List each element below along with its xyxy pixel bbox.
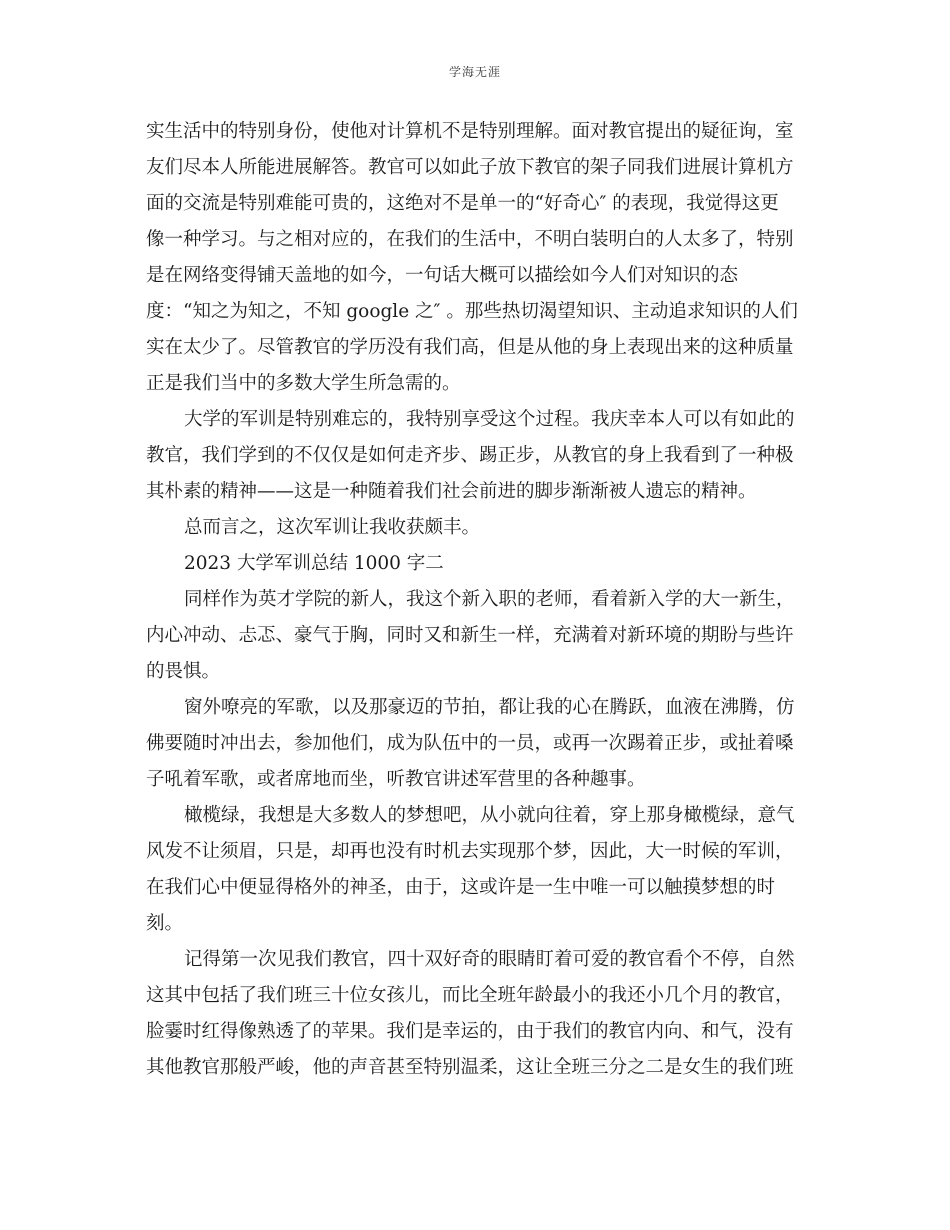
- text-line: 正是我们当中的多数大学生所急需的。: [146, 373, 461, 394]
- paragraph: [146, 510, 806, 546]
- text-line: 教官，我们学到的不仅仅是如何走齐步、踢正步，从教官的身上我看到了一种极: [146, 445, 794, 466]
- text-line: 内心冲动、忐忑、豪气于胸，同时又和新生一样，充满着对新环境的期盼与些许: [146, 625, 794, 646]
- text-line: 2023 大学军训总结 1000 字二: [184, 553, 444, 574]
- paragraph: [146, 582, 806, 690]
- text-line: 友们尽本人所能进展解答。教官可以如此子放下教官的架子同我们进展计算机方: [146, 157, 794, 178]
- text-line: 在我们心中便显得格外的神圣，由于，这或许是一生中唯一可以触摸梦想的时: [146, 877, 776, 898]
- paragraph: [146, 114, 806, 402]
- text-line: 同样作为英才学院的新人，我这个新入职的老师，看着新入学的大一新生，: [184, 589, 795, 610]
- text-line: 的畏惧。: [146, 661, 221, 682]
- text-line: 刻。: [146, 913, 184, 934]
- text-line: 其朴素的精神——这是一种随着我们社会前进的脚步渐渐被人遗忘的精神。: [146, 481, 757, 502]
- text-line: 脸霎时红得像熟透了的苹果。我们是幸运的，由于我们的教官内向、和气，没有: [146, 1021, 794, 1042]
- page-header: 学海无涯: [448, 65, 501, 79]
- paragraph: [146, 942, 806, 1086]
- paragraph: [146, 798, 806, 942]
- text-line: 这其中包括了我们班三十位女孩儿，而比全班年龄最小的我还小几个月的教官，: [146, 985, 794, 1006]
- text-line: 度：“知之为知之，不知 google 之″ 。那些热切渴望知识、主动追求知识的人们: [146, 301, 798, 322]
- text-line: 像一种学习。与之相对应的，在我们的生活中，不明白装明白的人太多了，特别: [146, 229, 794, 250]
- paragraph: [146, 690, 806, 798]
- text-line: 面的交流是特别难能可贵的，这绝对不是单一的“好奇心″ 的表现，我觉得这更: [146, 193, 779, 214]
- text-line: 总而言之，这次军训让我收获颇丰。: [184, 517, 481, 538]
- text-line: 是在网络变得铺天盖地的如今，一句话大概可以描绘如今人们对知识的态: [146, 265, 739, 286]
- text-line: 大学的军训是特别难忘的，我特别享受这个过程。我庆幸本人可以有如此的: [184, 409, 795, 430]
- paragraph: [146, 546, 806, 582]
- document-body: [146, 114, 806, 1086]
- text-line: 橄榄绿，我想是大多数人的梦想吧，从小就向往着，穿上那身橄榄绿，意气: [184, 805, 795, 826]
- paragraph: [146, 402, 806, 510]
- text-line: 风发不让须眉，只是，却再也没有时机去实现那个梦，因此，大一时候的军训，: [146, 841, 794, 862]
- text-line: 记得第一次见我们教官，四十双好奇的眼睛盯着可爱的教官看个不停，自然: [184, 949, 795, 970]
- text-line: 实在太少了。尽管教官的学历没有我们高，但是从他的身上表现出来的这种质量: [146, 337, 794, 358]
- text-line: 子吼着军歌，或者席地而坐，听教官讲述军营里的各种趣事。: [146, 769, 646, 790]
- text-line: 佛要随时冲出去，参加他们，成为队伍中的一员，或再一次踢着正步，或扯着嗓: [146, 733, 794, 754]
- text-line: 实生活中的特别身份，使他对计算机不是特别理解。面对教官提出的疑征询，室: [146, 121, 794, 142]
- text-line: 其他教官那般严峻，他的声音甚至特别温柔，这让全班三分之二是女生的我们班: [146, 1057, 794, 1078]
- text-line: 窗外嘹亮的军歌，以及那豪迈的节拍，都让我的心在腾跃，血液在沸腾，仿: [184, 697, 795, 718]
